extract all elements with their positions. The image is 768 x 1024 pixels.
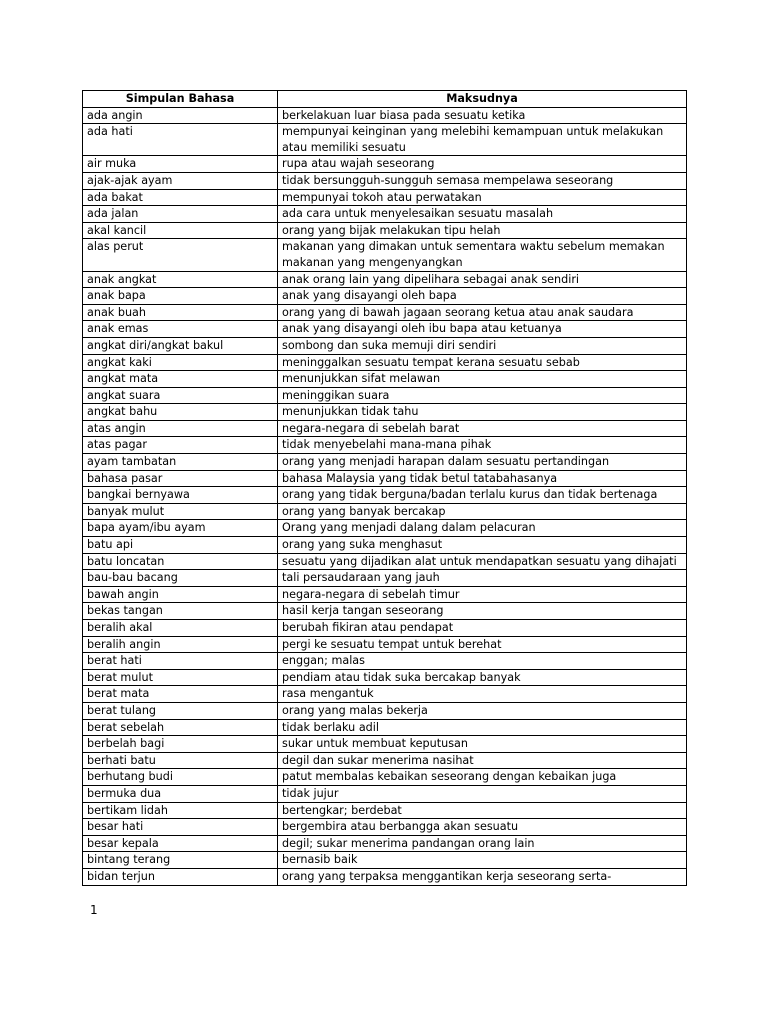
table-row	[83, 420, 687, 437]
table-row	[83, 802, 687, 819]
idiom-cell: berhutang budi	[83, 769, 278, 786]
meaning-cell: rupa atau wajah seseorang	[278, 156, 687, 173]
meaning-cell: mempunyai keinginan yang melebihi kemampuan untuk melakukan atau memiliki sesuatu	[278, 124, 687, 156]
idiom-cell: ada jalan	[83, 206, 278, 223]
table-body	[83, 107, 687, 885]
table-row	[83, 570, 687, 587]
meaning-cell: Orang yang menjadi dalang dalam pelacuran	[278, 520, 687, 537]
meaning-cell: sukar untuk membuat keputusan	[278, 736, 687, 753]
idiom-cell: air muka	[83, 156, 278, 173]
table-row	[83, 785, 687, 802]
idiom-cell: angkat diri/angkat bakul	[83, 337, 278, 354]
idiom-cell: bahasa pasar	[83, 470, 278, 487]
document-page	[82, 90, 686, 886]
meaning-cell: bertengkar; berdebat	[278, 802, 687, 819]
meaning-cell: anak orang lain yang dipelihara sebagai anak sendiri	[278, 271, 687, 288]
idiom-cell: ajak-ajak ayam	[83, 172, 278, 189]
meaning-cell: meninggalkan sesuatu tempat kerana sesuatu sebab	[278, 354, 687, 371]
idiom-cell: anak bapa	[83, 288, 278, 305]
idiom-cell: berhati batu	[83, 752, 278, 769]
table-row	[83, 454, 687, 471]
idiom-cell: bermuka dua	[83, 785, 278, 802]
meaning-cell: orang yang menjadi harapan dalam sesuatu pertandingan	[278, 454, 687, 471]
table-row	[83, 835, 687, 852]
meaning-cell: hasil kerja tangan seseorang	[278, 603, 687, 620]
idiom-cell: beralih akal	[83, 620, 278, 637]
table-row	[83, 702, 687, 719]
idiom-cell: ada bakat	[83, 189, 278, 206]
meaning-cell: rasa mengantuk	[278, 686, 687, 703]
idiom-cell: berat sebelah	[83, 719, 278, 736]
meaning-cell: tali persaudaraan yang jauh	[278, 570, 687, 587]
idiom-cell: banyak mulut	[83, 503, 278, 520]
meaning-cell: makanan yang dimakan untuk sementara waktu sebelum memakan makanan yang mengenyangkan	[278, 239, 687, 271]
meaning-cell: enggan; malas	[278, 653, 687, 670]
table-row	[83, 222, 687, 239]
meaning-cell: menunjukkan tidak tahu	[278, 404, 687, 421]
idiom-cell: berbelah bagi	[83, 736, 278, 753]
meaning-cell: pendiam atau tidak suka bercakap banyak	[278, 669, 687, 686]
table-row	[83, 669, 687, 686]
meaning-cell: pergi ke sesuatu tempat untuk berehat	[278, 636, 687, 653]
table-row	[83, 404, 687, 421]
header-simpulan-bahasa: Simpulan Bahasa	[83, 91, 278, 108]
idiom-cell: anak buah	[83, 304, 278, 321]
idiom-cell: angkat kaki	[83, 354, 278, 371]
meaning-cell: bahasa Malaysia yang tidak betul tatabahasanya	[278, 470, 687, 487]
table-row	[83, 470, 687, 487]
meaning-cell: bernasib baik	[278, 852, 687, 869]
meaning-cell: patut membalas kebaikan seseorang dengan kebaikan juga	[278, 769, 687, 786]
idiom-cell: bekas tangan	[83, 603, 278, 620]
idiom-cell: bertikam lidah	[83, 802, 278, 819]
table-row	[83, 354, 687, 371]
idiom-cell: berat hati	[83, 653, 278, 670]
idiom-cell: angkat mata	[83, 371, 278, 388]
meaning-cell: negara-negara di sebelah timur	[278, 586, 687, 603]
idiom-cell: bidan terjun	[83, 868, 278, 885]
meaning-cell: berubah fikiran atau pendapat	[278, 620, 687, 637]
meaning-cell: anak yang disayangi oleh bapa	[278, 288, 687, 305]
idiom-cell: batu loncatan	[83, 553, 278, 570]
meaning-cell: orang yang bijak melakukan tipu helah	[278, 222, 687, 239]
table-row	[83, 852, 687, 869]
meaning-cell: negara-negara di sebelah barat	[278, 420, 687, 437]
table-row	[83, 124, 687, 156]
meaning-cell: mempunyai tokoh atau perwatakan	[278, 189, 687, 206]
idiom-cell: anak emas	[83, 321, 278, 338]
idiom-cell: anak angkat	[83, 271, 278, 288]
header-maksudnya: Maksudnya	[278, 91, 687, 108]
meaning-cell: degil; sukar menerima pandangan orang lain	[278, 835, 687, 852]
table-row	[83, 636, 687, 653]
meaning-cell: sombong dan suka memuji diri sendiri	[278, 337, 687, 354]
table-header-row	[83, 91, 687, 108]
meaning-cell: orang yang malas bekerja	[278, 702, 687, 719]
table-row	[83, 288, 687, 305]
table-row	[83, 520, 687, 537]
table-row	[83, 271, 687, 288]
idiom-cell: bau-bau bacang	[83, 570, 278, 587]
table-row	[83, 769, 687, 786]
table-row	[83, 371, 687, 388]
table-row	[83, 387, 687, 404]
table-row	[83, 620, 687, 637]
table-row	[83, 189, 687, 206]
idiom-cell: ada hati	[83, 124, 278, 156]
table-row	[83, 537, 687, 554]
meaning-cell: tidak jujur	[278, 785, 687, 802]
idiom-cell: berat mata	[83, 686, 278, 703]
idiom-cell: berat mulut	[83, 669, 278, 686]
idiom-cell: ayam tambatan	[83, 454, 278, 471]
idiom-table	[82, 90, 687, 886]
meaning-cell: degil dan sukar menerima nasihat	[278, 752, 687, 769]
meaning-cell: menunjukkan sifat melawan	[278, 371, 687, 388]
idiom-cell: angkat bahu	[83, 404, 278, 421]
table-row	[83, 586, 687, 603]
meaning-cell: ada cara untuk menyelesaikan sesuatu masalah	[278, 206, 687, 223]
table-row	[83, 304, 687, 321]
page-number: 1	[90, 903, 98, 917]
idiom-cell: bintang terang	[83, 852, 278, 869]
table-row	[83, 206, 687, 223]
meaning-cell: orang yang terpaksa menggantikan kerja seseorang serta-	[278, 868, 687, 885]
idiom-cell: angkat suara	[83, 387, 278, 404]
table-row	[83, 553, 687, 570]
meaning-cell: orang yang suka menghasut	[278, 537, 687, 554]
meaning-cell: tidak bersungguh-sungguh semasa mempelawa seseorang	[278, 172, 687, 189]
table-row	[83, 603, 687, 620]
idiom-cell: besar kepala	[83, 835, 278, 852]
table-row	[83, 437, 687, 454]
idiom-cell: beralih angin	[83, 636, 278, 653]
idiom-cell: batu api	[83, 537, 278, 554]
table-row	[83, 503, 687, 520]
idiom-cell: bangkai bernyawa	[83, 487, 278, 504]
meaning-cell: tidak menyebelahi mana-mana pihak	[278, 437, 687, 454]
table-row	[83, 239, 687, 271]
table-row	[83, 321, 687, 338]
idiom-cell: atas angin	[83, 420, 278, 437]
table-row	[83, 337, 687, 354]
table-row	[83, 653, 687, 670]
table-row	[83, 752, 687, 769]
table-row	[83, 487, 687, 504]
meaning-cell: orang yang tidak berguna/badan terlalu kurus dan tidak bertenaga	[278, 487, 687, 504]
meaning-cell: bergembira atau berbangga akan sesuatu	[278, 819, 687, 836]
idiom-cell: bawah angin	[83, 586, 278, 603]
meaning-cell: berkelakuan luar biasa pada sesuatu ketika	[278, 107, 687, 124]
table-row	[83, 156, 687, 173]
idiom-cell: besar hati	[83, 819, 278, 836]
table-row	[83, 819, 687, 836]
table-row	[83, 107, 687, 124]
meaning-cell: orang yang banyak bercakap	[278, 503, 687, 520]
meaning-cell: anak yang disayangi oleh ibu bapa atau ketuanya	[278, 321, 687, 338]
table-row	[83, 868, 687, 885]
table-row	[83, 736, 687, 753]
idiom-cell: bapa ayam/ibu ayam	[83, 520, 278, 537]
idiom-cell: ada angin	[83, 107, 278, 124]
meaning-cell: sesuatu yang dijadikan alat untuk mendapatkan sesuatu yang dihajati	[278, 553, 687, 570]
meaning-cell: meninggikan suara	[278, 387, 687, 404]
idiom-cell: berat tulang	[83, 702, 278, 719]
idiom-cell: alas perut	[83, 239, 278, 271]
table-row	[83, 172, 687, 189]
idiom-cell: atas pagar	[83, 437, 278, 454]
meaning-cell: tidak berlaku adil	[278, 719, 687, 736]
table-row	[83, 686, 687, 703]
table-row	[83, 719, 687, 736]
idiom-cell: akal kancil	[83, 222, 278, 239]
meaning-cell: orang yang di bawah jagaan seorang ketua atau anak saudara	[278, 304, 687, 321]
